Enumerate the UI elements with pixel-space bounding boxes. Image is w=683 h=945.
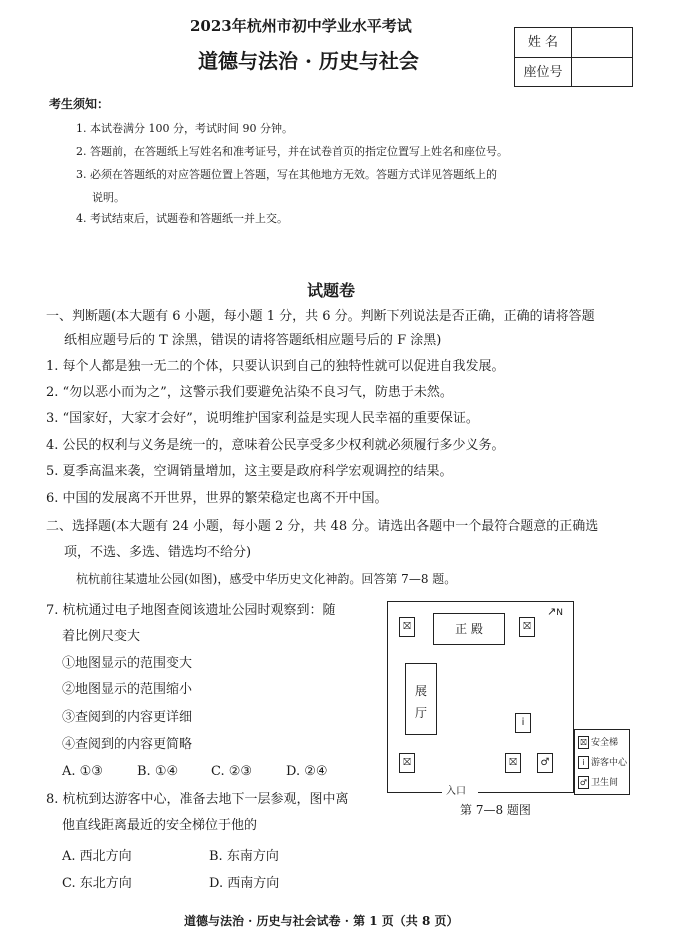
stairs-icon: ⛝ [399,753,415,773]
judge-item: 4. 公民的权利与义务是统一的，意味着公民享受多少权利就必须履行多少义务。 [46,438,505,453]
notice-item: 说明。 [92,191,125,204]
map-caption: 第 7—8 题图 [460,803,531,817]
q8-option-a: A. 西北方向 [62,849,132,864]
toilet-icon: ♂ [537,753,553,773]
exhibit-hall [405,663,437,735]
q7-option-a: A. ①③ [62,764,103,779]
notice-item: 1. 本试卷满分 100 分，考试时间 90 分钟。 [76,122,293,135]
q8-option-d: D. 西南方向 [209,876,280,891]
stairs-icon: ⛝ [578,736,589,749]
section2-heading: 二、选择题(本大题有 24 小题，每小题 2 分，共 48 分。请选出各题中一个最符合题意的正确选 [46,519,599,534]
q7-statement: ①地图显示的范围变大 [62,656,193,671]
name-label: 姓 名 [515,28,572,57]
seat-row [515,57,632,87]
entrance-label: 入口 [446,786,466,797]
notice-item: 4. 考试结束后，试题卷和答题纸一并上交。 [76,212,288,225]
page-footer: 道德与法治 · 历史与社会试卷 · 第 1 页（共 8 页） [184,914,459,928]
legend-item: ⛝ 安全梯 [578,736,618,749]
map-legend [574,729,630,795]
stairs-icon: ⛝ [519,617,535,637]
legend-item: ♂ 卫生间 [579,778,619,788]
q8-stem: 8. 杭杭到达游客中心，准备去地下一层参观，图中离 [46,792,349,807]
north-label: N [556,608,563,618]
exhibit-hall-bottom: 厅 [415,706,428,720]
section1-heading-cont: 纸相应题号后的 T 涂黑，错误的请将答题纸相应题号后的 F 涂黑) [64,333,442,348]
legend-item: i 游客中心 [578,756,627,769]
judge-item: 3. “国家好，大家才会好”，说明维护国家利益是实现人民幸福的重要保证。 [46,411,479,426]
info-icon: i [578,756,589,769]
section1-heading: 一、判断题(本大题有 6 小题，每小题 1 分，共 6 分。判断下列说法是否正确，正确的请将答题 [46,309,595,324]
notice-item: 3. 必须在答题纸的对应答题位置上答题，写在其他地方无效。答题方式详见答题纸上的 [76,168,497,181]
park-map [387,601,629,797]
judge-item: 5. 夏季高温来袭，空调销量增加，这主要是政府科学宏观调控的结果。 [46,464,453,479]
stairs-icon: ⛝ [399,617,415,637]
q7-option-c: C. ②③ [211,764,253,779]
seat-label: 座位号 [515,58,572,87]
exam-subject-title: 道德与法治 · 历史与社会 [198,49,419,73]
name-seat-box [514,27,633,87]
q7-statement: ②地图显示的范围缩小 [62,682,193,697]
north-arrow: ↗N [547,605,563,618]
stairs-icon: ⛝ [505,753,521,773]
name-row [515,28,632,57]
q7-statement: ④查阅到的内容更简略 [62,737,193,752]
q7-stem: 7. 杭杭通过电子地图查阅该遗址公园时观察到：随 [46,603,336,618]
exhibit-hall-top: 展 [415,684,428,698]
judge-item: 6. 中国的发展离不开世界，世界的繁荣稳定也离不开中国。 [46,491,388,506]
q8-option-c: C. 东北方向 [62,876,132,891]
main-hall: 正 殿 [433,613,505,645]
section2-heading-cont: 项，不选、多选、错选均不给分) [64,545,252,560]
paper-title: 试题卷 [307,281,356,300]
q7-option-d: D. ②④ [286,764,328,779]
notice-heading: 考生须知： [49,97,110,111]
q7-option-b: B. ①④ [137,764,179,779]
q8-stem-cont: 他直线距离最近的安全梯位于他的 [62,818,258,833]
judge-item: 1. 每个人都是独一无二的个体，只要认识到自己的独特性就可以促进自我发展。 [46,359,505,374]
toilet-icon: ♂ [579,778,588,787]
q7-stem-cont: 着比例尺变大 [62,629,141,644]
q8-option-b: B. 东南方向 [209,849,279,864]
exam-year-title: 2023年杭州市初中学业水平考试 [190,17,412,35]
judge-item: 2. “勿以恶小而为之”，这警示我们要避免沾染不良习气，防患于未然。 [46,385,453,400]
notice-item: 2. 答题前，在答题纸上写姓名和准考证号，并在试卷首页的指定位置写上姓名和座位号。 [76,145,508,158]
info-icon: i [515,713,531,733]
q7-statement: ③查阅到的内容更详细 [62,710,193,725]
section2-intro: 杭杭前往某遗址公园(如图)，感受中华历史文化神韵。回答第 7—8 题。 [76,572,457,586]
